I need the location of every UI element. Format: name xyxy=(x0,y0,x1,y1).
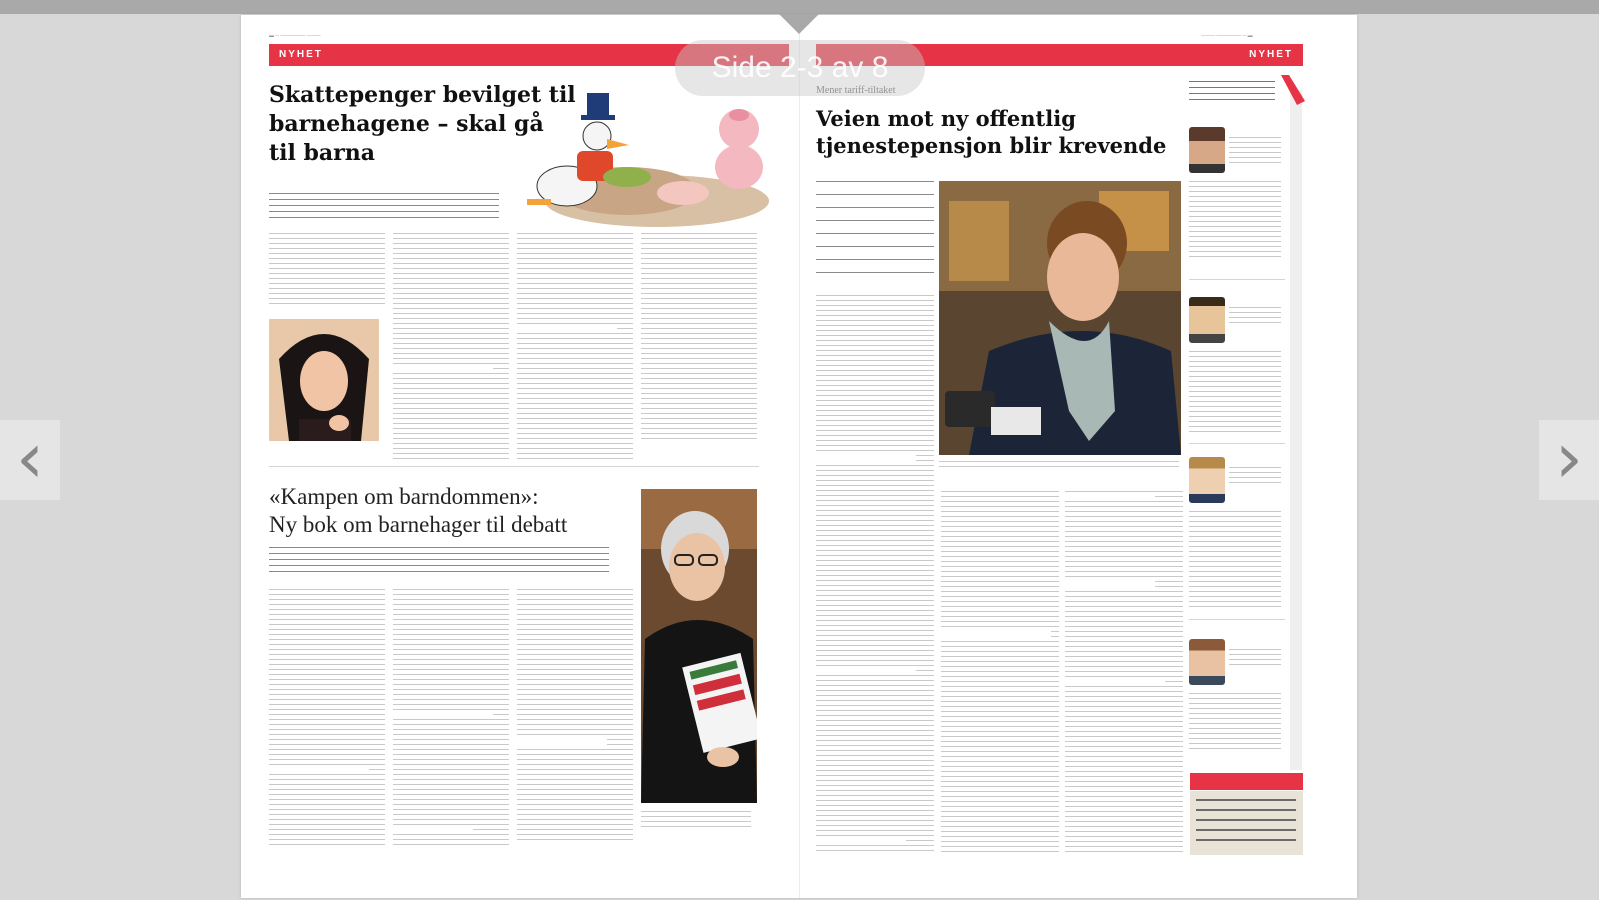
right-article-headline[interactable] xyxy=(816,105,1166,159)
article1-column-3 xyxy=(517,233,633,461)
article2-lead xyxy=(269,547,609,573)
profile-meta xyxy=(1229,307,1281,323)
right-article-lead xyxy=(816,181,934,277)
portrait-photo-woman xyxy=(269,319,379,441)
right-article-column-2 xyxy=(941,491,1059,853)
sidebar-divider xyxy=(1189,443,1285,444)
sidebar-intro xyxy=(1189,81,1275,103)
sidebar-profile-text xyxy=(1189,351,1281,435)
profile-meta xyxy=(1229,137,1281,163)
profile-meta xyxy=(1229,467,1281,483)
right-article-subheading xyxy=(816,669,916,675)
left-section-label: NYHET xyxy=(279,49,323,60)
sidebar-profile-text xyxy=(1189,693,1281,749)
right-article-subheading xyxy=(941,629,1051,639)
previous-page-button[interactable] xyxy=(0,417,60,500)
page-gutter xyxy=(799,15,800,898)
factbox-header xyxy=(1190,773,1303,790)
factbox-body xyxy=(1190,791,1303,855)
sidebar-vertical-strip xyxy=(1290,90,1302,770)
article1-headline-line3: til barna xyxy=(269,140,376,166)
cartoon-illustration xyxy=(507,81,769,231)
left-page-runner: ▬ ─ ─────── ──── xyxy=(269,33,321,39)
right-article-column-3 xyxy=(1065,491,1183,853)
sidebar-divider xyxy=(1189,279,1285,280)
right-headline-line2: tjenestepensjon blir krevende xyxy=(816,133,1167,158)
right-page-runner: ──── ─────── ─ ▬ xyxy=(1201,33,1253,39)
article1-lead xyxy=(269,193,499,223)
sidebar-profile-text xyxy=(1189,181,1281,261)
article1-column-2 xyxy=(393,233,509,461)
right-article-subheading xyxy=(1065,493,1155,499)
article1-column-1 xyxy=(269,233,385,307)
page-indicator: Side 2-3 av 8 xyxy=(675,40,925,96)
newspaper-spread xyxy=(241,15,1357,898)
article2-subheading xyxy=(269,765,369,771)
profile-meta xyxy=(1229,649,1281,665)
article2-headline-line1: «Kampen om barndommen»: xyxy=(269,484,539,509)
viewer-top-bar xyxy=(0,0,1599,14)
right-section-label: NYHET xyxy=(1249,49,1293,60)
article1-column-4 xyxy=(641,233,757,443)
sidebar-profile-text xyxy=(1189,511,1281,607)
profile-photo xyxy=(1189,639,1225,685)
article2-column-3 xyxy=(517,589,633,841)
article1-subheading xyxy=(393,367,493,373)
article1-headline-line1: Skattepenger bevilget til xyxy=(269,82,576,108)
right-article-kicker: Mener tariff-tiltaket xyxy=(816,85,896,96)
article2-subheading xyxy=(393,711,493,717)
right-article-subheading xyxy=(1065,581,1155,587)
right-article-subheading xyxy=(816,455,916,461)
article2-column-1 xyxy=(269,589,385,849)
page-pointer xyxy=(779,14,819,34)
portrait-photo-author xyxy=(641,489,757,803)
article2-subheading xyxy=(517,739,607,745)
article-divider xyxy=(269,466,759,467)
profile-photo xyxy=(1189,127,1225,173)
profile-photo xyxy=(1189,457,1225,503)
right-article-column-1 xyxy=(816,295,934,853)
right-article-subheading xyxy=(816,837,906,843)
right-headline-line1: Veien mot ny offentlig xyxy=(816,106,1076,131)
author-photo-caption xyxy=(641,811,751,829)
right-article-subheading xyxy=(1065,679,1165,685)
profile-photo xyxy=(1189,297,1225,343)
chevron-left-icon: ‹ xyxy=(16,417,44,499)
main-photo-caption xyxy=(939,461,1179,471)
article2-subheading xyxy=(393,827,473,833)
article2-column-2 xyxy=(393,589,509,849)
next-page-button[interactable] xyxy=(1539,417,1599,500)
sidebar-divider xyxy=(1189,619,1285,620)
article2-headline[interactable] xyxy=(269,483,567,539)
article2-headline-line2: Ny bok om barnehager til debatt xyxy=(269,512,568,537)
article1-subheading xyxy=(517,325,617,331)
chevron-right-icon: › xyxy=(1555,417,1583,499)
sidebar-corner-ribbon xyxy=(1279,75,1305,105)
main-photo-woman-interview xyxy=(939,181,1181,455)
article1-headline-line2: barnehagene – skal gå xyxy=(269,111,544,137)
